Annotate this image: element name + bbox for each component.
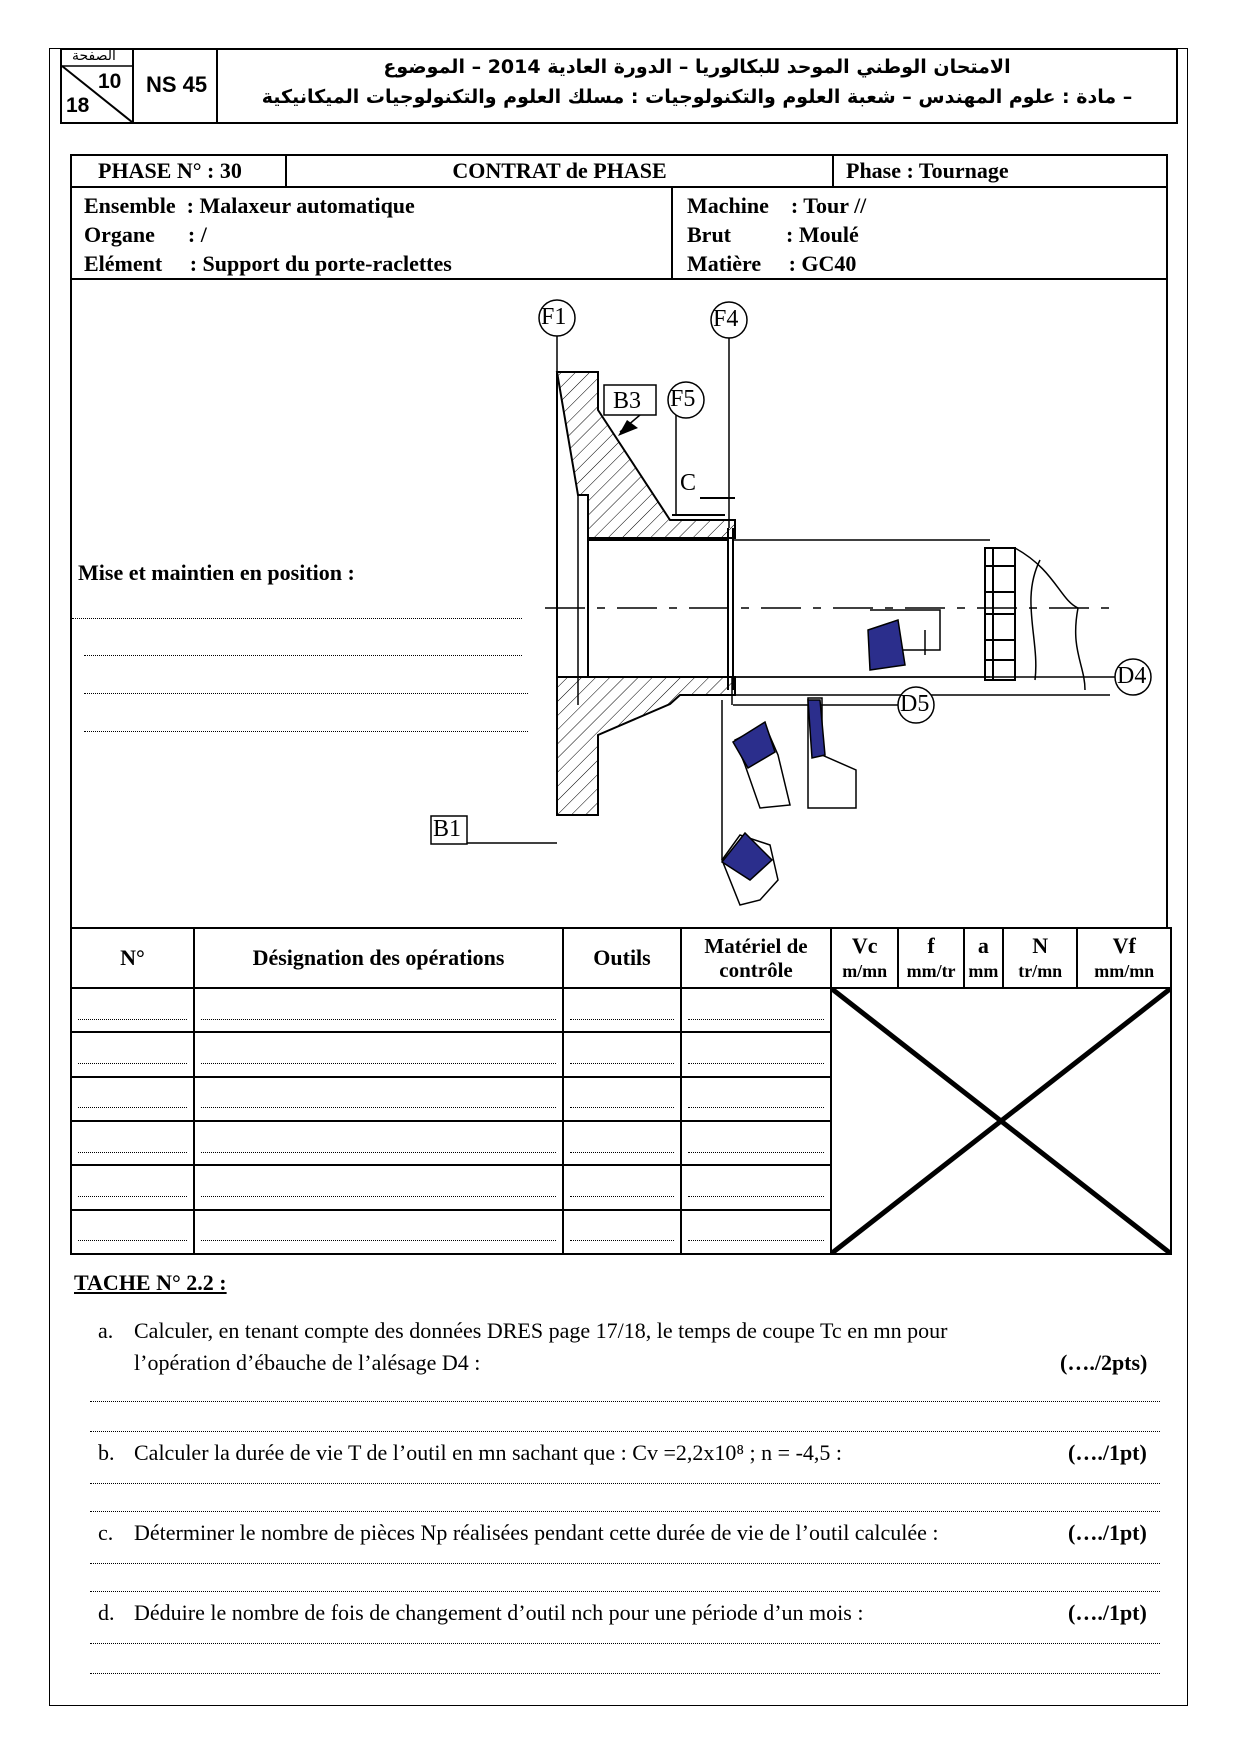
answer-line[interactable] [90, 1590, 1160, 1592]
label-f5: F5 [670, 386, 696, 412]
question-c-points: (…./1pt) [1068, 1520, 1147, 1545]
question-b-letter: b. [98, 1440, 115, 1465]
phase-type: Phase : Tournage [832, 154, 1168, 188]
question-d-points: (…./1pt) [1068, 1600, 1147, 1625]
num-field[interactable] [78, 1045, 187, 1064]
boring-tool-insert [868, 620, 905, 670]
num-field[interactable] [78, 1001, 187, 1020]
controle-field[interactable] [688, 1178, 824, 1197]
col-a [964, 928, 1003, 988]
controle-field[interactable] [688, 1089, 824, 1108]
label-b3: B3 [613, 388, 642, 414]
label-f4: F4 [713, 306, 739, 332]
controle-field[interactable] [688, 1222, 824, 1241]
exam-code: NS 45 [134, 48, 218, 124]
vf-label: Vf [1112, 932, 1136, 958]
f-unit: mm/tr [906, 960, 956, 981]
mip-label: Mise et maintien en position : [78, 560, 355, 585]
answer-line[interactable] [90, 1672, 1160, 1674]
outils-field[interactable] [570, 1222, 674, 1241]
question-b-text: Calculer la durée de vie T de l’outil en mn sachant que : Cv =2,2x10⁸ ; n = -4,5 : [134, 1440, 843, 1465]
crossed-out-area [831, 988, 1171, 1254]
designation-field[interactable] [201, 1178, 556, 1197]
operations-header-row [71, 928, 1171, 988]
label-f1: F1 [541, 304, 567, 330]
f-label: f [927, 932, 935, 958]
label-c: C [680, 470, 697, 496]
vf-unit: mm/mn [1094, 960, 1155, 981]
answer-line[interactable] [90, 1562, 1160, 1564]
designation-field[interactable] [201, 1089, 556, 1108]
col-outils: Outils [563, 928, 681, 988]
vc-label: Vc [851, 932, 878, 958]
question-c-text: Déterminer le nombre de pièces Np réalisées pendant cette durée de vie de l’outil calculée : [134, 1520, 939, 1545]
designation-field[interactable] [201, 1222, 556, 1241]
exam-title-line2: – مادة : علوم المهندس – شعبة العلوم والتكنولوجيات : مسلك العلوم والتكنولوجيات الميكانيكية [261, 86, 1133, 108]
controle-field[interactable] [688, 1045, 824, 1064]
table-row [71, 988, 1171, 1032]
n-label: N [1032, 932, 1049, 958]
a-unit: mm [968, 960, 999, 981]
designation-field[interactable] [201, 1001, 556, 1020]
label-b1: B1 [433, 816, 462, 842]
col-num: N° [71, 928, 194, 988]
page-number: 10 [98, 70, 122, 93]
question-b-points: (…./1pt) [1068, 1440, 1147, 1465]
operations-table [70, 927, 1172, 1255]
outils-field[interactable] [570, 1001, 674, 1020]
exam-title-line1: الامتحان الوطني الموحد للبكالوريا – الدورة العادية 2014 – الموضوع [383, 56, 1011, 78]
page-total: 18 [66, 94, 90, 117]
question-c-letter: c. [98, 1520, 114, 1545]
num-field[interactable] [78, 1222, 187, 1241]
machine: Machine : Tour // [687, 193, 867, 218]
question-d-letter: d. [98, 1600, 115, 1625]
question-a-text2: l’opération d’ébauche de l’alésage D4 : [134, 1350, 481, 1375]
label-d4: D4 [1117, 663, 1147, 689]
col-controle: Matériel de contrôle [681, 928, 831, 988]
num-field[interactable] [78, 1134, 187, 1153]
contract-title: CONTRAT de PHASE [285, 154, 834, 188]
num-field[interactable] [78, 1178, 187, 1197]
col-n [1003, 928, 1077, 988]
brut: Brut : Moulé [687, 222, 859, 247]
organe: Organe : / [84, 222, 207, 247]
question-d-text: Déduire le nombre de fois de changement d’outil nch pour une période d’un mois : [134, 1600, 864, 1625]
page-label: الصفحة [72, 48, 116, 64]
col-vf [1077, 928, 1171, 988]
outils-field[interactable] [570, 1089, 674, 1108]
question-a-points: (…./2pts) [1060, 1350, 1148, 1375]
num-field[interactable] [78, 1089, 187, 1108]
task-title: TACHE N° 2.2 : [74, 1270, 227, 1295]
controle-field[interactable] [688, 1001, 824, 1020]
phase-number: PHASE N° : 30 [70, 154, 287, 188]
col-designation: Désignation des opérations [194, 928, 563, 988]
ensemble: Ensemble : Malaxeur automatique [84, 193, 415, 218]
part-section-lower [557, 677, 735, 815]
element: Elément : Support du porte-raclettes [84, 251, 452, 276]
col-f [898, 928, 963, 988]
answer-line[interactable] [90, 1510, 1160, 1512]
col-vc [831, 928, 898, 988]
cross-mark [832, 989, 1170, 1253]
n-unit: tr/mn [1018, 960, 1063, 981]
answer-line[interactable] [90, 1400, 1160, 1402]
question-a-letter: a. [98, 1318, 114, 1343]
matiere: Matière : GC40 [687, 251, 857, 276]
label-d5: D5 [900, 691, 930, 717]
designation-field[interactable] [201, 1045, 556, 1064]
vc-unit: m/mn [842, 960, 888, 981]
answer-line[interactable] [90, 1430, 1160, 1432]
designation-field[interactable] [201, 1134, 556, 1153]
question-a-text1: Calculer, en tenant compte des données DRES page 17/18, le temps de coupe Tc en mn pour [134, 1318, 948, 1343]
chuck [985, 548, 1085, 690]
outils-field[interactable] [570, 1134, 674, 1153]
controle-field[interactable] [688, 1134, 824, 1153]
outils-field[interactable] [570, 1045, 674, 1064]
answer-line[interactable] [90, 1642, 1160, 1644]
outils-field[interactable] [570, 1178, 674, 1197]
answer-line[interactable] [90, 1482, 1160, 1484]
a-label: a [977, 932, 989, 958]
